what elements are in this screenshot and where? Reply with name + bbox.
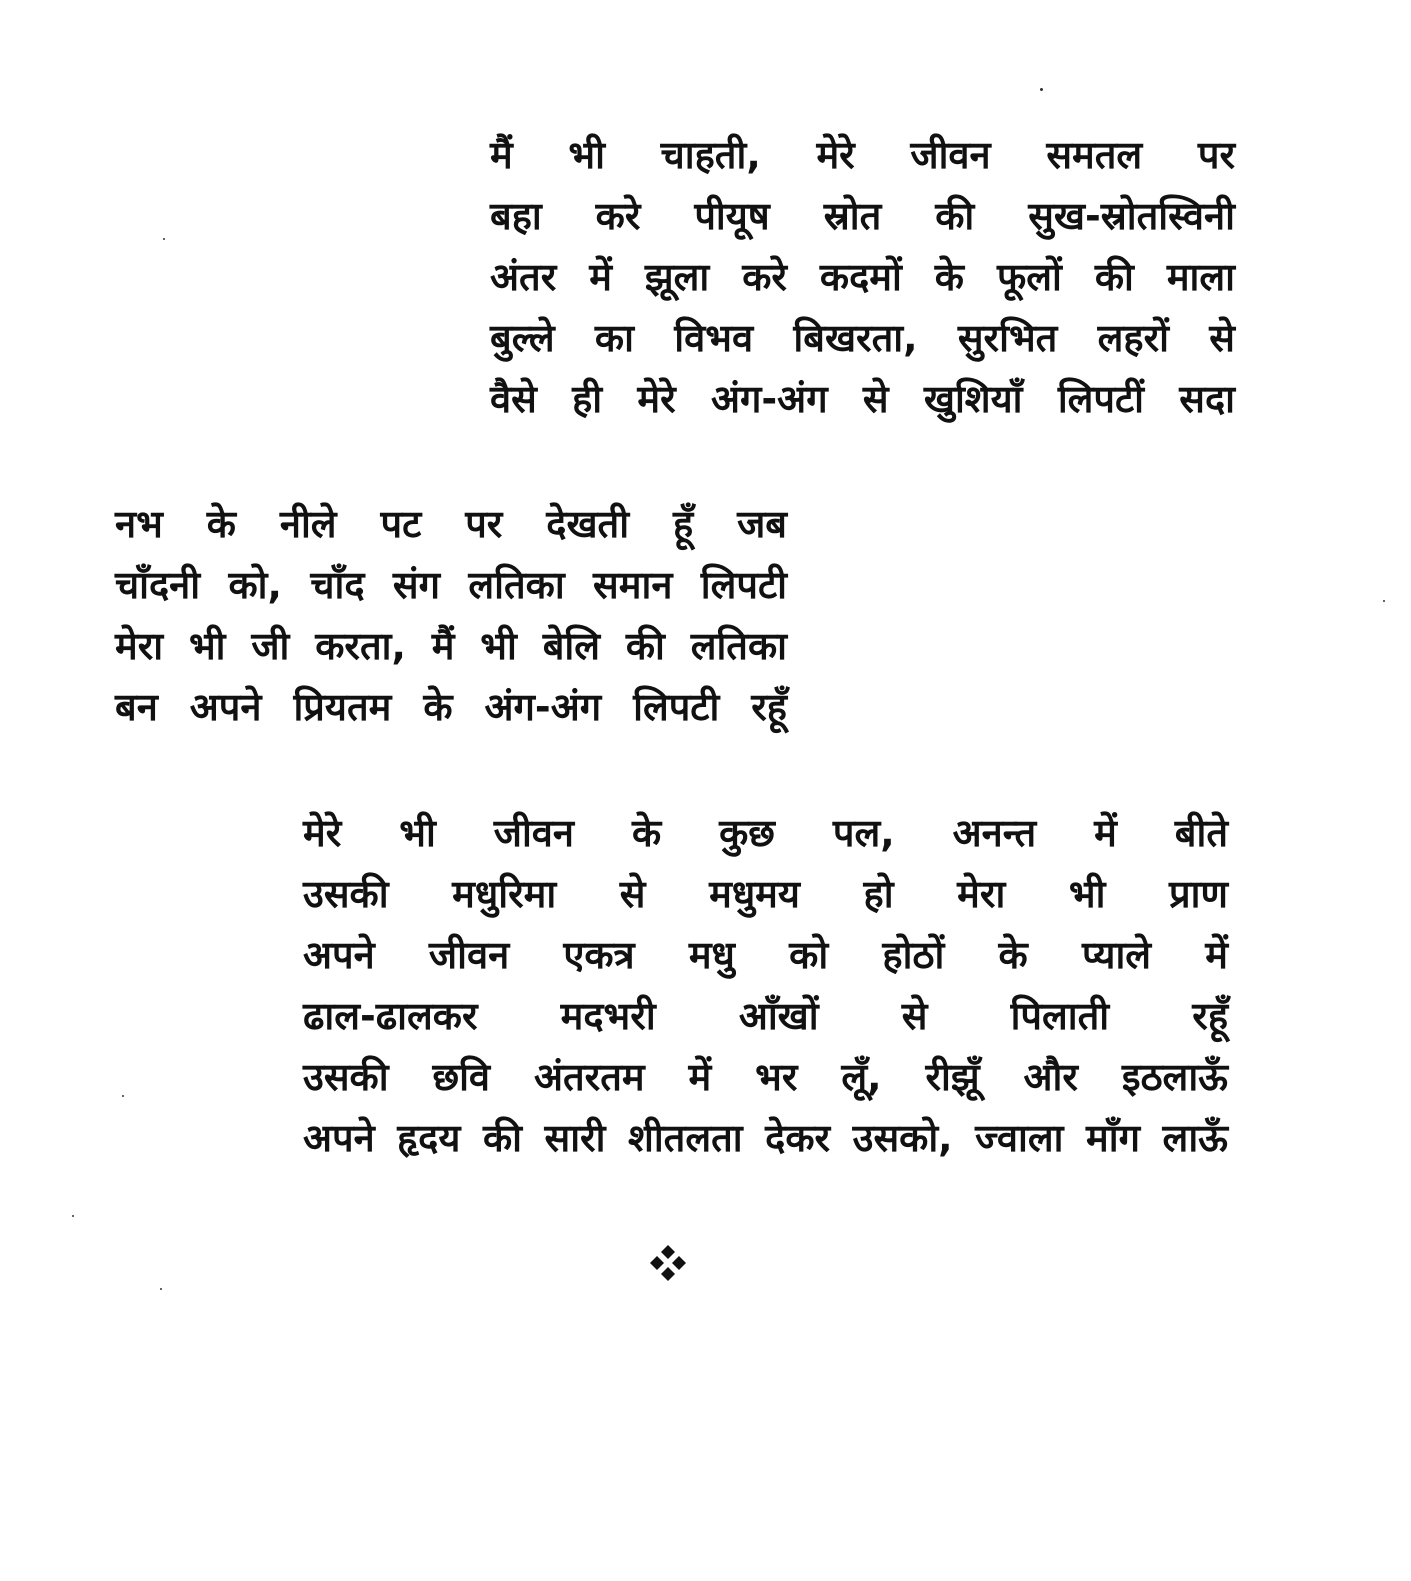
- stanza-2: [115, 494, 787, 738]
- poem-line: बुल्ले का विभव बिखरता, सुरभित लहरों से: [490, 316, 1235, 360]
- poem-line: बहा करे पीयूष स्रोत की सुख-स्रोतस्विनी: [490, 194, 1235, 238]
- poem-line: चाँदनी को, चाँद संग लतिका समान लिपटी: [115, 563, 787, 607]
- poem-line: अंतर में झूला करे कदमों के फूलों की माला: [490, 255, 1235, 299]
- poem-line: वैसे ही मेरे अंग-अंग से खुशियाँ लिपटीं सदा: [490, 377, 1235, 421]
- poem-line: मैं भी चाहती, मेरे जीवन समतल पर: [490, 133, 1235, 177]
- poem-line: उसकी मधुरिमा से मधुमय हो मेरा भी प्राण: [303, 872, 1228, 916]
- poem-line: बन अपने प्रियतम के अंग-अंग लिपटी रहूँ: [115, 685, 787, 729]
- scan-speck: [160, 1288, 162, 1290]
- scan-speck: [122, 1095, 124, 1097]
- poem-line: उसकी छवि अंतरतम में भर लूँ, रीझूँ और इठलाऊँ: [303, 1055, 1228, 1099]
- stanza-1: [490, 125, 1235, 430]
- poem-line: ढाल-ढालकर मदभरी आँखों से पिलाती रहूँ: [303, 994, 1228, 1038]
- poem-line: मेरा भी जी करता, मैं भी बेलि की लतिका: [115, 624, 787, 668]
- scan-speck: [1040, 88, 1043, 91]
- scan-speck: [163, 238, 165, 240]
- poem-line: अपने जीवन एकत्र मधु को होठों के प्याले में: [303, 933, 1228, 977]
- scan-speck: [72, 1215, 74, 1217]
- four-diamond-ornament-icon: [648, 1243, 688, 1283]
- stanza-3: [303, 803, 1228, 1169]
- poem-line: मेरे भी जीवन के कुछ पल, अनन्त में बीते: [303, 811, 1228, 855]
- poem-line: अपने हृदय की सारी शीतलता देकर उसको, ज्वाला माँग लाऊँ: [303, 1116, 1228, 1160]
- poem-line: नभ के नीले पट पर देखती हूँ जब: [115, 502, 787, 546]
- scan-speck: [1383, 600, 1385, 602]
